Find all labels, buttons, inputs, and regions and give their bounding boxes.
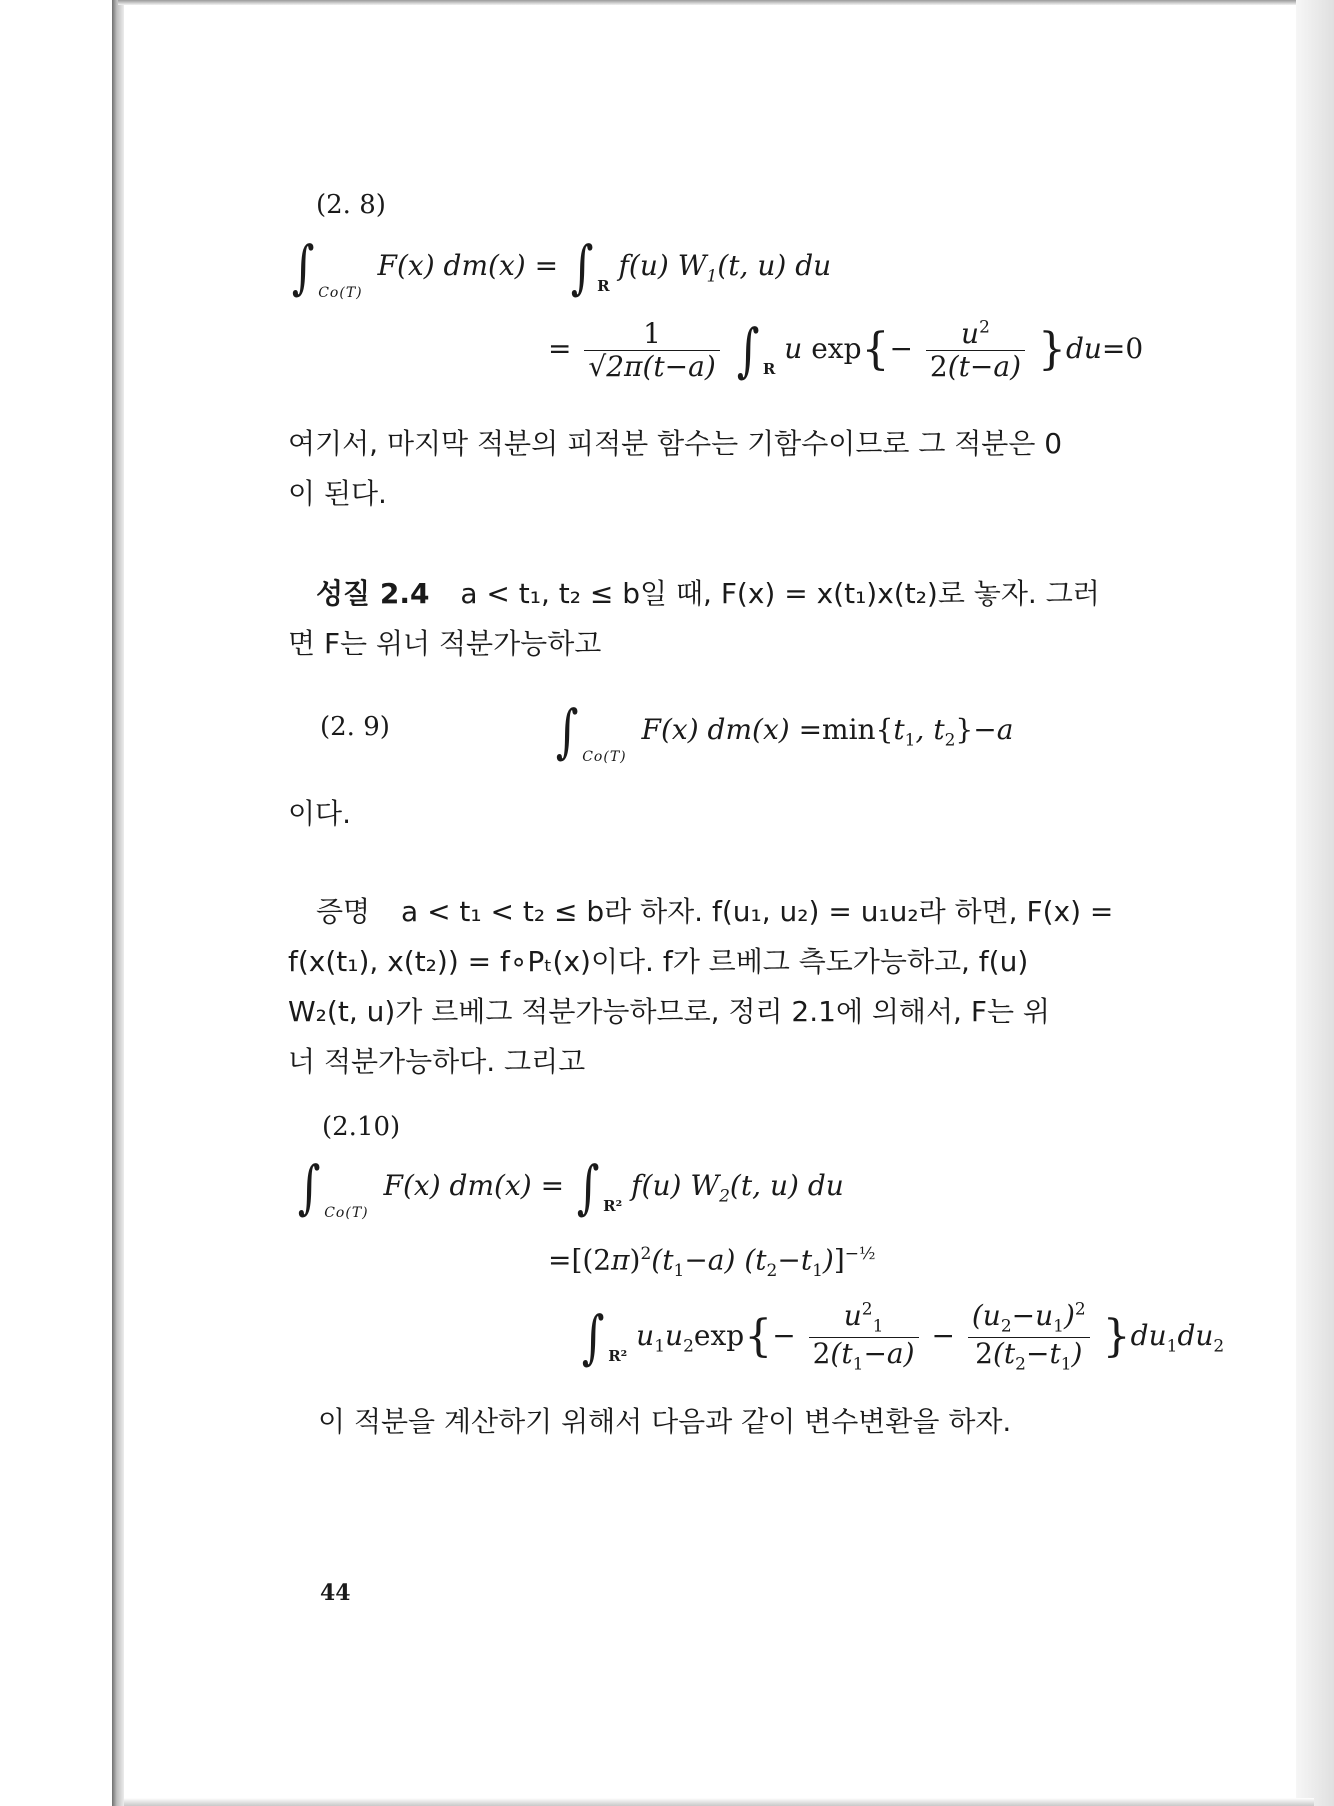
equation-label-2-8: (2. 8) <box>316 190 386 220</box>
equation-2-10-line-2: $=[(2\pi)^2(t_1-a)$ $(t_2-t_1)]^{-\frac{1}{2}}$ <box>548 1243 876 1281</box>
proof-line-4: 너 적분가능하다. 그리고 <box>288 1045 586 1078</box>
property-heading: 성질 2.4 <box>316 577 430 610</box>
proof-line-2: f(x(t₁), x(t₂)) = f∘Pₜ(x)이다. f가 르베그 측도가능하고, f(u) <box>288 945 1029 978</box>
equation-2-9: ∫ $_{Co(T)}$ F(x) $dm(x) =\min\{t_1$, $t_2\}-a$ <box>555 697 1014 765</box>
proof-heading: 증명 <box>316 895 371 928</box>
property-line-1 <box>316 577 1100 610</box>
proof-line-1 <box>316 895 1114 928</box>
page-right-shadow <box>1296 0 1334 1806</box>
equation-2-10-line-3: ∫ $_{R^2}$ $u_1u_2\exp\{-$ $\frac{u^2_1}{2(t_1-a)}$ − $\frac{(u_2-u_1)^2}{2(t_2-t_1)}$ }$du_1du_2$ <box>581 1299 1225 1375</box>
page-left-shadow <box>112 0 124 1806</box>
property-line-1-text: a < t₁, t₂ ≤ b일 때, F(x) = x(t₁)x(t₂)로 놓자. 그러 <box>460 577 1100 610</box>
property-line-2: 면 F는 위너 적분가능하고 <box>288 627 602 660</box>
page-bottom-edge <box>124 1798 1314 1806</box>
equation-label-2-10: (2.10) <box>322 1112 401 1142</box>
proof-line-3: W₂(t, u)가 르베그 적분가능하므로, 정리 2.1에 의해서, F는 위 <box>288 995 1050 1028</box>
page-number: 44 <box>320 1580 351 1606</box>
paragraph-1-line-2: 이 된다. <box>288 477 387 510</box>
equation-2-8-line-1: ∫ $_{Co(T)}$ F(x) dm(x) = ∫ $_R$ f(u) $W_1(t$, u) du <box>291 233 832 301</box>
paragraph-1-line-1: 여기서, 마지막 적분의 피적분 함수는 기함수이므로 그 적분은 0 <box>288 427 1063 460</box>
proof-line-1-text: a < t₁ < t₂ ≤ b라 하자. f(u₁, u₂) = u₁u₂라 하면, F(x) = <box>401 895 1114 928</box>
page-top-edge <box>118 0 1318 5</box>
paragraph-2: 이다. <box>288 797 351 830</box>
paragraph-3: 이 적분을 계산하기 위해서 다음과 같이 변수변환을 하자. <box>318 1405 1012 1438</box>
equation-2-8-line-2: = $\frac{1}{√2\pi(t-a)}$ ∫ $_R$ u exp{− $\frac{u^2}{2(t-a)}$ }du=0 <box>548 316 1144 385</box>
equation-2-10-line-1: ∫ $_{Co(T)}$ F(x) dm(x) = ∫ $_{R^2}$ f(u) $W_2(t$, u) du <box>297 1153 844 1221</box>
equation-label-2-9: (2. 9) <box>320 712 390 742</box>
